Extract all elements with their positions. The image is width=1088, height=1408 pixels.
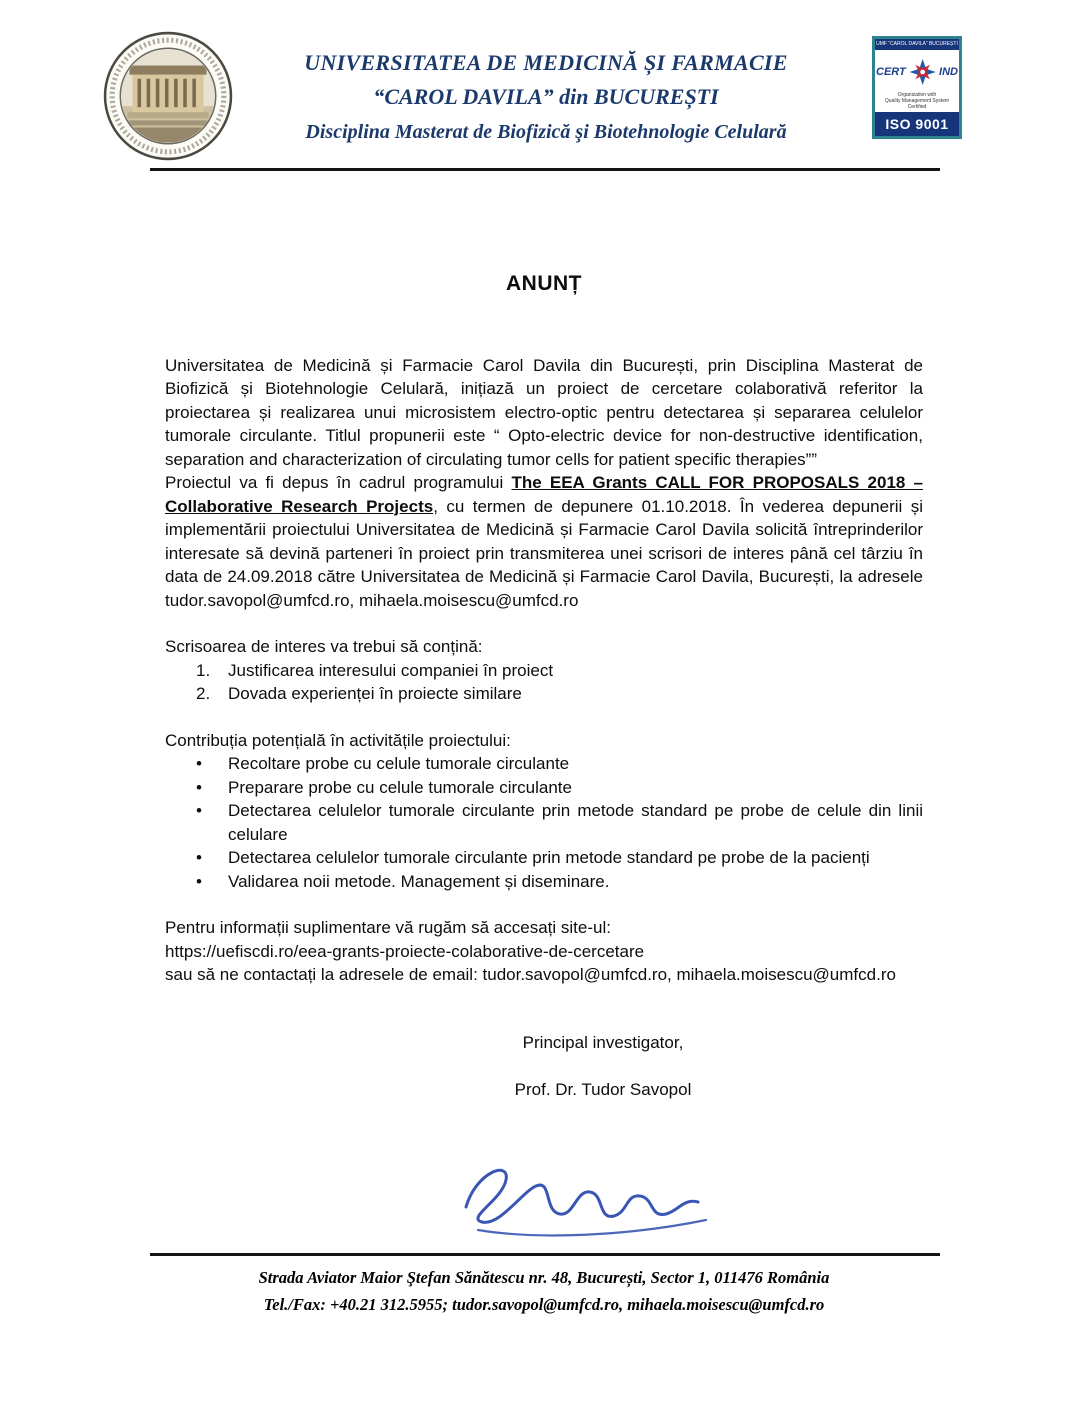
list-item-text: Detectarea celulelor tumorale circulante prin metode standard pe probe de la pacienți — [228, 848, 870, 867]
handwritten-signature — [448, 1152, 728, 1247]
university-name-line1: UNIVERSITATEA DE MEDICINĂ ȘI FARMACIE — [304, 50, 788, 75]
signatory-name: Prof. Dr. Tudor Savopol — [514, 1080, 692, 1099]
badge-caption-line2: Quality Management System — [884, 98, 950, 104]
letterhead — [232, 50, 860, 144]
contributions-list — [165, 752, 923, 893]
badge-top-strip: UMF “CAROL DAVILA” BUCUREȘTI — [875, 39, 959, 50]
department-name: Disciplina Masterat de Biofizică şi Biotehnologie Celulară — [305, 121, 787, 143]
badge-caption-line3: Certified — [907, 104, 927, 110]
list-item — [165, 659, 923, 683]
university-seal-logo — [102, 30, 234, 162]
bullet-icon: • — [196, 848, 202, 867]
footer — [0, 1268, 1088, 1315]
intro-paragraph: Universitatea de Medicină și Farmacie Carol Davila din București, prin Disciplina Masterat de Biofizică și Biotehnologie Celulară, inițiază un proiect de cercetare colaborativă referitor la proiectarea și realizarea unui microsistem electro-optic pentru detectarea și separarea celulelor tumorale circulante. Titlul propunerii este “ Opto-electric device for non-destructive identification, separation and characterization of circulating tumor cells for patient specific therapies”” — [165, 355, 923, 469]
footer-address: Strada Aviator Maior Ştefan Sănătescu nr. 48, București, Sector 1, 011476 România — [258, 1268, 830, 1287]
badge-cert-label: CERT — [876, 66, 906, 78]
badge-certind-row — [875, 50, 959, 92]
info-contact-line: sau să ne contactați la adresele de email: tudor.savopol@umfcd.ro, mihaela.moisescu@umfcd.ro — [165, 965, 896, 984]
program-paragraph-prefix: Proiectul va fi depus în cadrul programului — [165, 473, 512, 492]
header-divider-line — [150, 168, 940, 171]
list-item — [165, 870, 923, 894]
contributions-intro: Contribuția potențială în activitățile proiectului: — [165, 730, 511, 750]
list-number: 1. — [196, 660, 211, 680]
bullet-icon: • — [196, 777, 202, 797]
list-item — [165, 752, 923, 776]
bullet-icon: • — [196, 871, 202, 891]
badge-ind-label: IND — [939, 66, 958, 78]
iso-9001-certification-badge — [872, 36, 962, 139]
letter-requirements-list — [165, 659, 923, 706]
program-paragraph-suffix: , cu termen de depunere 01.10.2018. În vederea depunerii și implementării proiectului Universitatea de Medicină și Farmacie Carol Davila solicită întreprinderilor interesate să devină parteneri în proiect prin transmiterea unei scrisori de interes până cel târziu în data de 24.09.2018 către Universitatea de Medicină și Farmacie Carol Davila, București, la adresele tudor.savopol@umfcd.ro, mihaela.moisescu@umfcd.ro — [165, 496, 923, 610]
eea-grants-call-title: The EEA Grants CALL FOR PROPOSALS 2018 – Collaborative Research Projects — [165, 473, 923, 516]
list-item-text: Justificarea interesului companiei în proiect — [228, 660, 554, 680]
footer-divider-line — [150, 1253, 940, 1256]
list-item-text: Recoltare probe cu celule tumorale circulante — [228, 754, 570, 773]
signature-role-label: Principal investigator, — [522, 1032, 684, 1052]
list-item — [165, 846, 923, 870]
info-url: https://uefiscdi.ro/eea-grants-proiecte-colaborative-de-cercetare — [165, 941, 645, 961]
list-item — [165, 776, 923, 800]
list-item-text: Validarea noii metode. Management și diseminare. — [228, 871, 610, 891]
list-item-text: Detectarea celulelor tumorale circulante prin metode standard pe probe de celule din linii celulare — [228, 801, 923, 844]
footer-contact: Tel./Fax: +40.21 312.5955; tudor.savopol@umfcd.ro, mihaela.moisescu@umfcd.ro — [263, 1295, 825, 1314]
certind-pinwheel-icon — [908, 54, 937, 90]
list-number: 2. — [196, 684, 211, 703]
seal-building-photo — [121, 49, 214, 142]
program-paragraph — [165, 471, 923, 612]
badge-caption — [875, 92, 959, 112]
list-item-text: Preparare probe cu celule tumorale circulante — [228, 777, 572, 797]
bullet-icon: • — [196, 754, 202, 773]
list-item — [165, 799, 923, 846]
info-line: Pentru informații suplimentare vă rugăm să accesați site-ul: — [165, 918, 611, 937]
iso-9001-label: ISO 9001 — [875, 112, 959, 136]
bullet-icon: • — [196, 801, 202, 820]
page-title: ANUNȚ — [506, 272, 582, 295]
signature-block — [283, 1031, 923, 1102]
list-item-text: Dovada experienței în proiecte similare — [228, 684, 522, 703]
university-name-line2: “CAROL DAVILA” din BUCUREȘTI — [373, 84, 719, 109]
document-body — [165, 250, 923, 1102]
letter-requirements-intro: Scrisoarea de interes va trebui să conțină: — [165, 637, 483, 656]
badge-caption-line1: Organization with — [897, 92, 937, 98]
list-item — [165, 682, 923, 706]
